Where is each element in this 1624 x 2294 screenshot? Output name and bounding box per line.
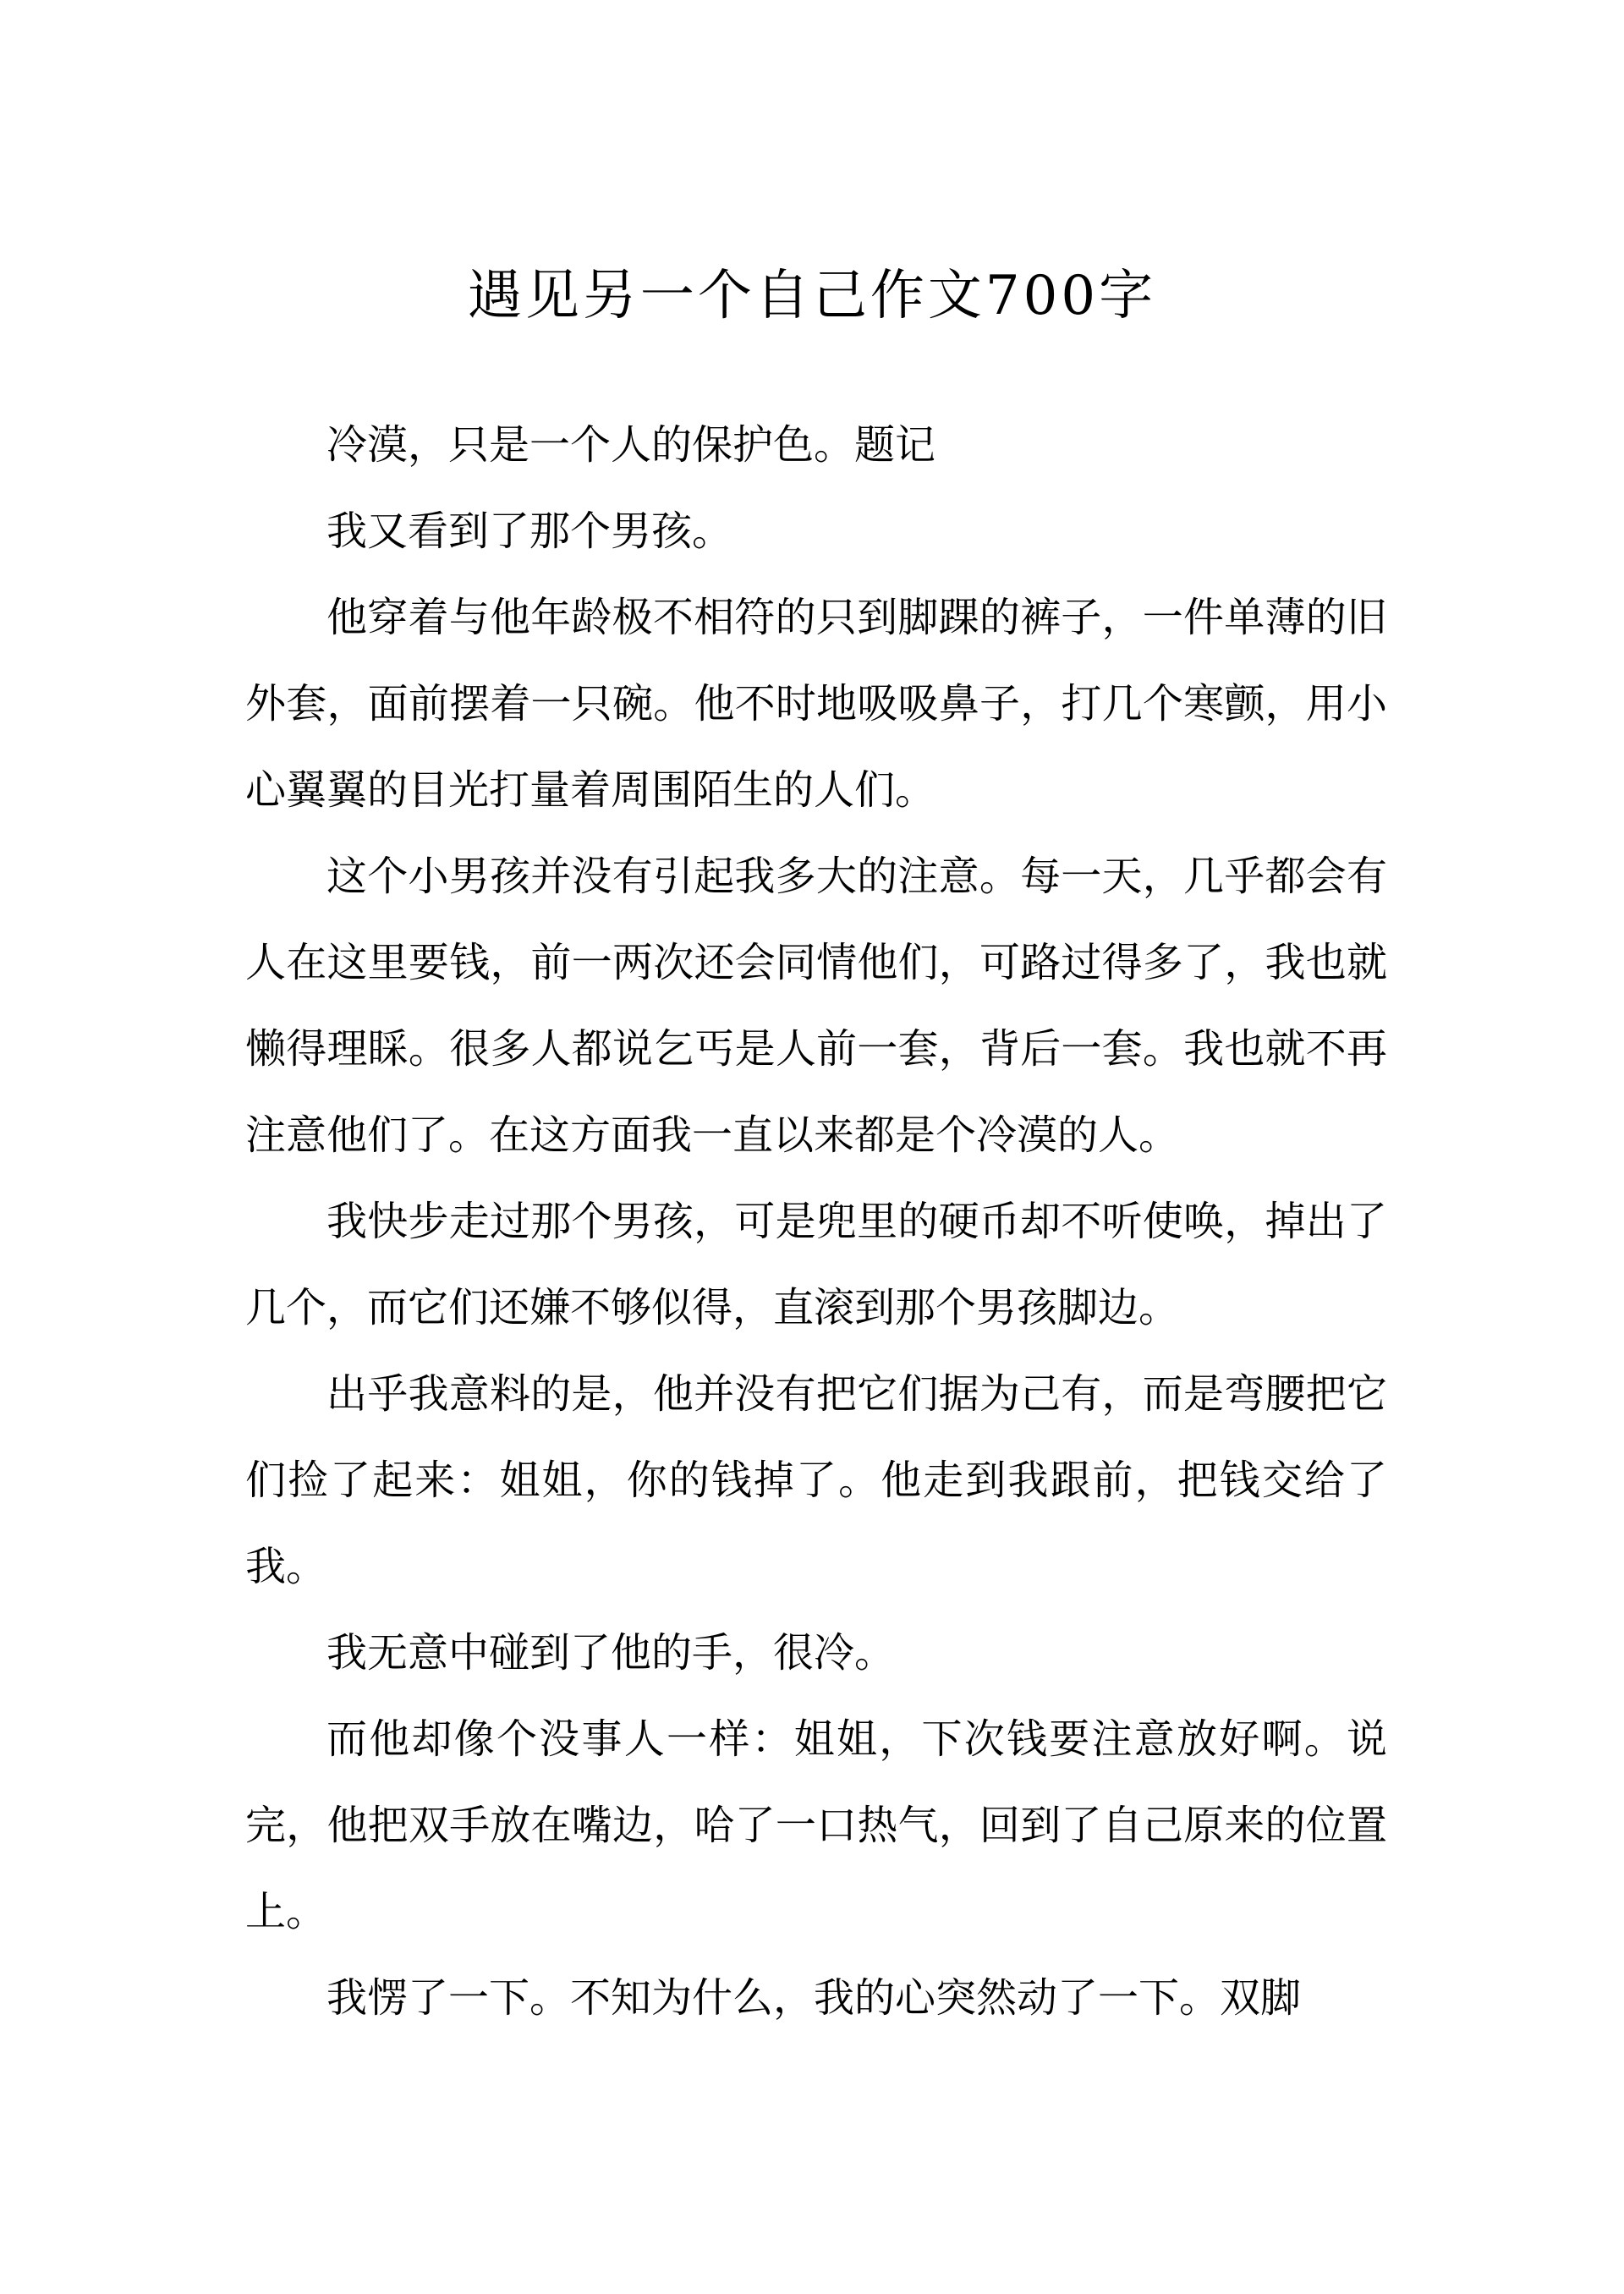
document-body xyxy=(245,402,1387,2041)
paragraph: 冷漠，只是一个人的保护色。题记 xyxy=(326,421,936,469)
paragraph: 而他却像个没事人一样：姐姐，下次钱要注意放好啊。说完，他把双手放在嘴边，哈了一口热气，回到了自己原来的位置上。 xyxy=(245,1715,1387,1935)
paragraph: 这个小男孩并没有引起我多大的注意。每一天，几乎都会有人在这里要钱，前一两次还会同情他们，可路过得多了，我也就懒得理睬。很多人都说乞丐是人前一套，背后一套。我也就不再注意他们了。在这方面我一直以来都是个冷漠的人。 xyxy=(245,853,1387,1159)
paragraph: 我快步走过那个男孩，可是兜里的硬币却不听使唤，掉出了几个，而它们还嫌不够似得，直滚到那个男孩脚边。 xyxy=(245,1198,1387,1331)
paragraph: 我愣了一下。不知为什么，我的心突然动了一下。双脚 xyxy=(326,1974,1302,2022)
paragraph: 我又看到了那个男孩。 xyxy=(326,508,733,555)
paragraph: 出乎我意料的是，他并没有把它们据为己有，而是弯腰把它们捡了起来：姐姐，你的钱掉了。他走到我跟前，把钱交给了我。 xyxy=(245,1370,1387,1590)
paragraph: 他穿着与他年龄极不相符的只到脚踝的裤子，一件单薄的旧外套，面前摆着一只碗。他不时地吸吸鼻子，打几个寒颤，用小心翼翼的目光打量着周围陌生的人们。 xyxy=(245,594,1387,814)
paragraph: 我无意中碰到了他的手，很冷。 xyxy=(326,1629,896,1677)
document-title: 遇见另一个自己作文700字 xyxy=(467,265,1157,327)
